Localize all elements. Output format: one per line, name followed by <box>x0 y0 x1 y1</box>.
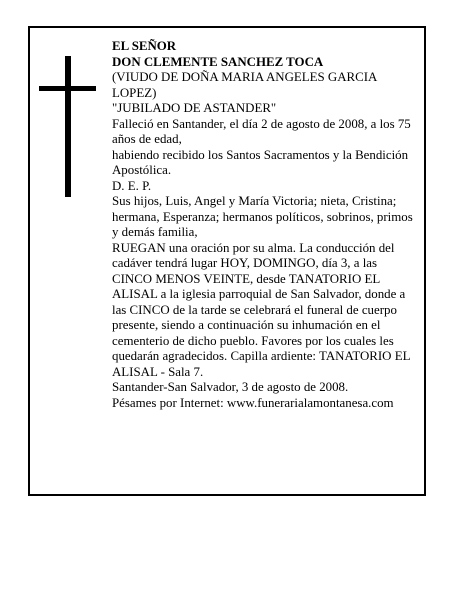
place-date: Santander-San Salvador, 3 de agosto de 2008. <box>112 380 349 394</box>
cross-vertical-bar <box>65 56 71 197</box>
family-list: Sus hijos, Luis, Angel y María Victoria; nieta, Cristina; hermana, Esperanza; hermanos políticos, sobrinos, primos y demás familia, <box>112 194 413 239</box>
sacraments-statement: habiendo recibido los Santos Sacramentos y la Bendición Apostólica. <box>112 147 409 177</box>
rip: D. E. P. <box>112 178 152 193</box>
condolences-url: Pésames por Internet: www.funerarialamontanesa.com <box>112 395 394 410</box>
retired-note: "JUBILADO DE ASTANDER" <box>112 101 277 115</box>
death-statement: Falleció en Santander, el día 2 de agosto de 2008, a los 75 años de edad, <box>112 116 411 146</box>
cross-horizontal-bar <box>39 86 96 91</box>
obituary-text <box>112 39 417 411</box>
ceremony-details: RUEGAN una oración por su alma. La conducción del cadáver tendrá lugar HOY, DOMINGO, día 3, a las CINCO MENOS VEINTE, desde TANATORIO EL ALISAL a la iglesia parroquial de San Salvador, donde a las CINCO de la tarde se celebrará el funeral de cuerpo presente, siendo a continuación su inhumación en el cementerio de dicho pueblo. Favores por los cuales les quedarán agradecidos. Capilla ardiente: TANATORIO EL ALISAL - Sala 7. <box>112 240 410 379</box>
widow-of: (VIUDO DE DOÑA MARIA ANGELES GARCIA LOPEZ) <box>112 70 377 100</box>
heading-title: EL SEÑOR <box>112 39 177 53</box>
deceased-name: DON CLEMENTE SANCHEZ TOCA <box>112 54 324 69</box>
